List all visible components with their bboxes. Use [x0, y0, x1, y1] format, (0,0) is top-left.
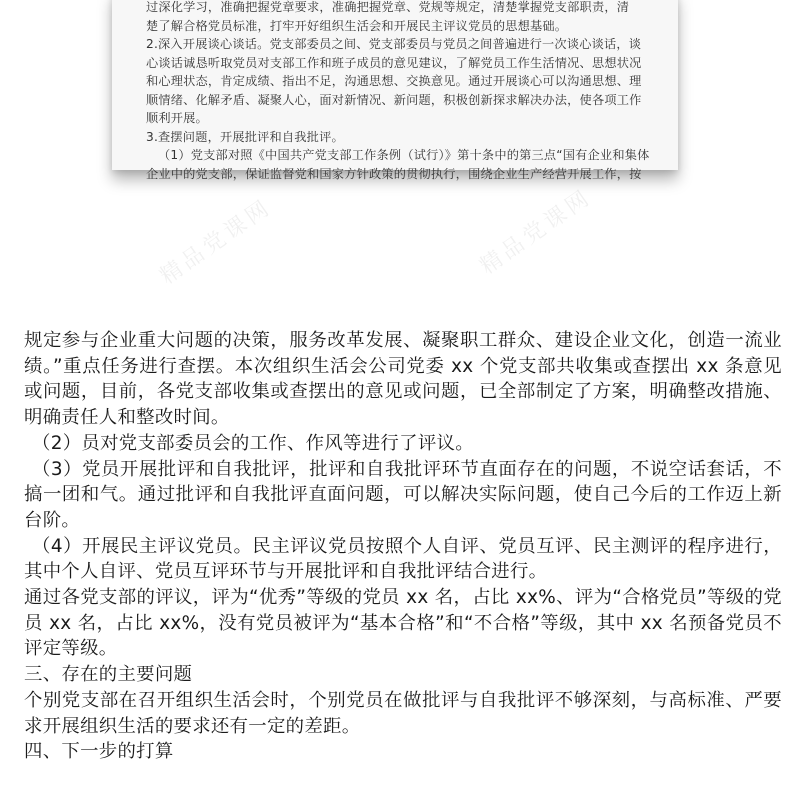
body-paragraph: 规定参与企业重大问题的决策，服务改革发展、凝聚职工群众、建设企业文化，创造一流业绩。”重点任务进行查摆。本次组织生活会公司党委 xx 个党支部共收集或查摆出 xx 条意见或问题，目前，各党支部收集或查摆出的意见或问题，已全部制定了方案，明确整改措施、明确责任人和整改时间。: [24, 330, 782, 429]
preview-line: 2.深入开展谈心谈话。党支部委员之间、党支部委员与党员之间普遍进行一次谈心谈话，谈: [146, 37, 642, 51]
body-paragraph: 通过各党支部的评议，评为“优秀”等级的党员 xx 名，占比 xx%、评为“合格党员”等级的党员 xx 名，占比 xx%，没有党员被评为“基本合格”和“不合格”等级，其中 xx 名预备党员不评定等级。: [24, 587, 782, 660]
watermark: 精品党课网: [155, 194, 277, 290]
body-paragraph: 个别党支部在召开组织生活会时，个别党员在做批评与自我批评不够深刻，与高标准、严要求开展组织生活的要求还有一定的差距。: [24, 689, 782, 737]
preview-line: 和心理状态，肯定成绩、指出不足，沟通思想、交换意见。通过开展谈心可以沟通思想、理: [146, 74, 642, 88]
preview-line: 顺情绪、化解矛盾、凝聚人心，面对新情况、新问题，积极创新探求解决办法，使各项工作: [146, 92, 642, 107]
preview-line: 顺利开展。: [146, 111, 208, 125]
preview-line: 心谈话诚恳听取党员对支部工作和班子成员的意见建议，了解党员工作生活情况、思想状况: [146, 55, 642, 70]
page-preview: [0, 0, 800, 300]
preview-line: （1）党支部对照《中国共产党支部工作条例（试行）》第十条中的第三点“国有企业和集体: [158, 148, 650, 162]
section-heading: 四、下一步的打算: [24, 741, 174, 763]
body-paragraph: （2）员对党支部委员会的工作、作风等进行了评议。: [32, 432, 474, 454]
preview-line: 楚了解合格党员标准，打牢开好组织生活会和开展民主评议党员的思想基础。: [146, 18, 568, 33]
document-body: [24, 328, 782, 765]
preview-page-card: [112, 0, 678, 181]
preview-line: 企业中的党支部，保证监督党和国家方针政策的贯彻执行，围绕企业生产经营开展工作，按: [146, 166, 642, 181]
section-heading: 三、存在的主要问题: [24, 664, 193, 686]
preview-line: 过深化学习，准确把握党章要求，准确把握党章、党规等规定，清楚掌握党支部职责，清: [146, 0, 630, 14]
watermark: 精品党课网: [475, 184, 597, 280]
preview-line: 3.查摆问题，开展批评和自我批评。: [146, 129, 344, 144]
body-paragraph: （3）党员开展批评和自我批评，批评和自我批评环节直面存在的问题，不说空话套话，不搞一团和气。通过批评和自我批评直面问题，可以解决实际问题，使自己今后的工作迈上新台阶。: [24, 458, 782, 531]
body-paragraph: （4）开展民主评议党员。民主评议党员按照个人自评、党员互评、民主测评的程序进行，其中个人自评、党员互评环节与开展批评和自我批评结合进行。: [24, 535, 782, 583]
